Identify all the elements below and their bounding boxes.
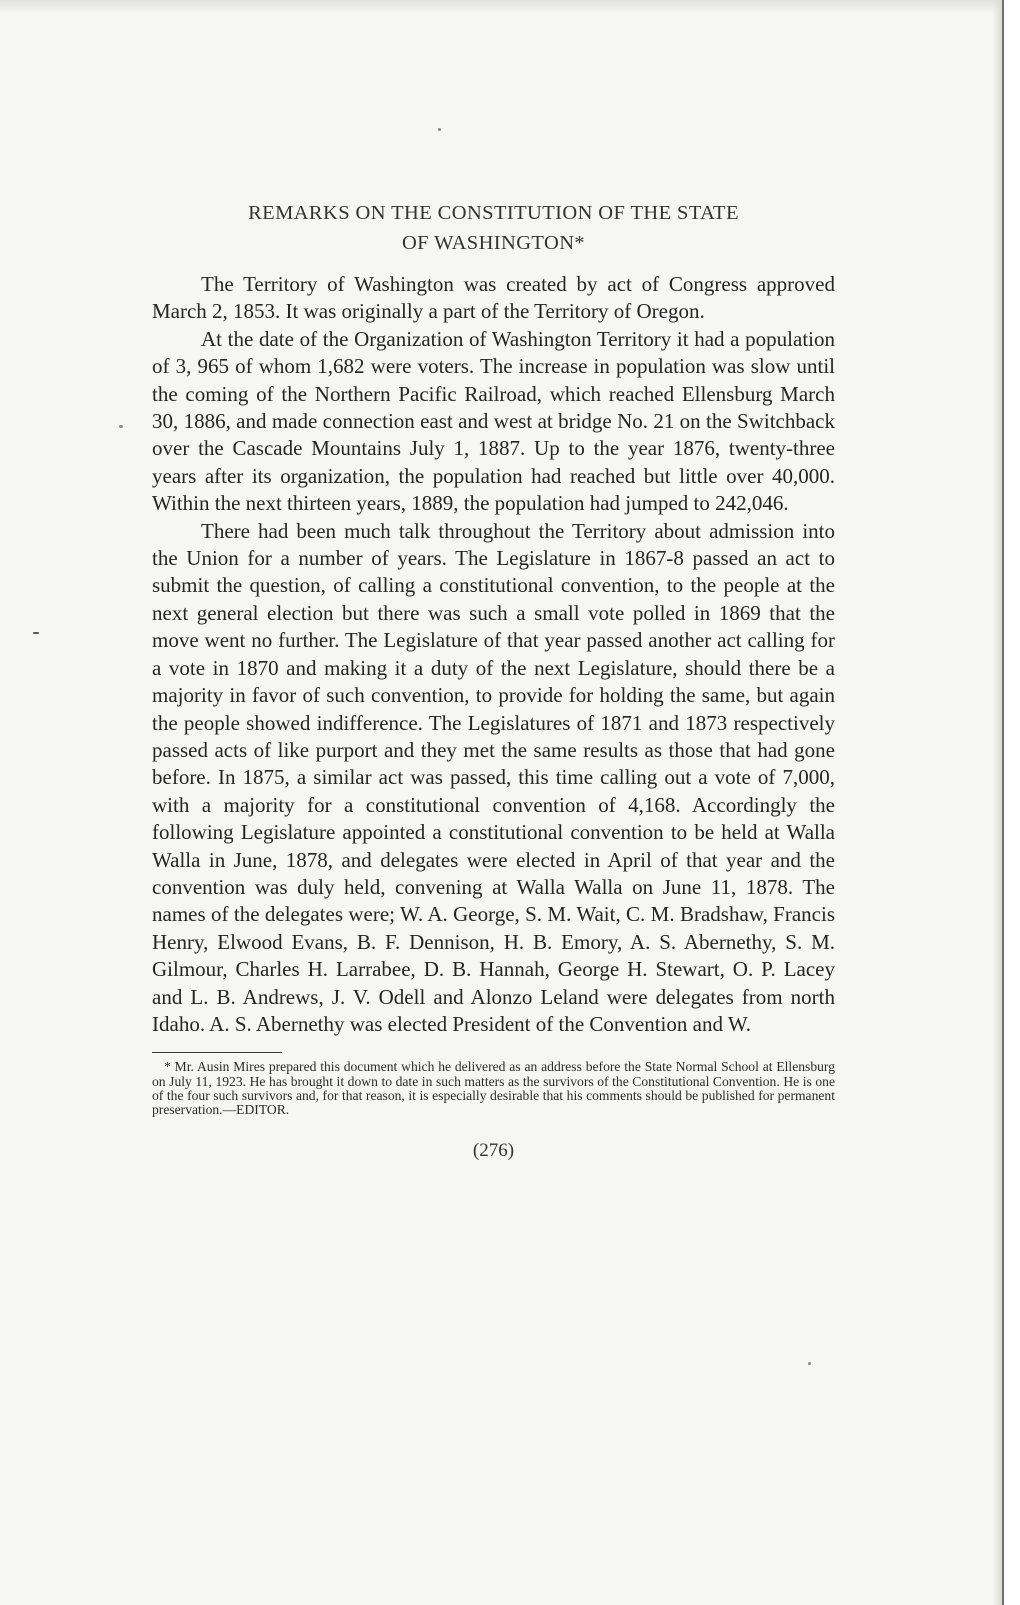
article-body (152, 271, 835, 1038)
page-top-shadow (0, 0, 1020, 14)
title-line-1: REMARKS ON THE CONSTITUTION OF THE STATE (248, 202, 739, 224)
scan-speck (438, 128, 441, 131)
scan-speck (808, 1362, 811, 1365)
page-right-edge (1002, 0, 1020, 1605)
article (152, 198, 835, 1162)
article-title (152, 198, 835, 258)
title-line-2: OF WASHINGTON* (401, 232, 586, 254)
scan-speck (33, 632, 39, 634)
paragraph: At the date of the Organization of Washington Territory it had a population of 3, 965 of whom 1,682 were voters. The increase in population was slow until the coming of the Northern Pacific Railroad, which reached Ellensburg March 30, 1886, and made connection east and west at bridge No. 21 on the Switchback over the Cascade Mountains July 1, 1887. Up to the year 1876, twenty-three years after its organization, the population had reached but little over 40,000. Within the next thirteen years, 1889, the population had jumped to 242,046. (152, 326, 835, 516)
paragraph: There had been much talk throughout the Territory about admission into the Union for a number of years. The Legislature in 1867-8 passed an act to submit the question, of calling a constitutional convention, to the people at the next general election but there was such a small vote polled in 1869 that the move went no further. The Legislature of that year passed another act calling for a vote in 1870 and making it a duty of the next Legislature, should there be a majority in favor of such convention, to provide for holding the same, but again the people showed indifference. The Legislatures of 1871 and 1873 respectively passed acts of like purport and they met the same results as those that had gone before. In 1875, a similar act was passed, this time calling out a vote of 7,000, with a majority for a constitutional convention of 4,168. Accordingly the following Legislature appointed a constitutional convention to be held at Walla Walla in June, 1878, and delegates were elected in April of that year and the convention was duly held, convening at Walla Walla on June 11, 1878. The names of the delegates were; W. A. George, S. M. Wait, C. M. Bradshaw, Francis Henry, Elwood Evans, B. F. Dennison, H. B. Emory, A. S. Abernethy, S. M. Gilmour, Charles H. Larrabee, D. B. Hannah, George H. Stewart, O. P. Lacey and L. B. Andrews, J. V. Odell and Alonzo Leland were delegates from north Idaho. A. S. Abernethy was elected President of the Convention and W. (152, 518, 835, 1036)
scan-speck (119, 425, 123, 428)
footnote: * Mr. Ausin Mires prepared this document which he delivered as an address before the State Normal School at Ellensburg on July 11, 1923. He has brought it down to date in such matters as the survivors of the Constitutional Convention. He is one of the four such survivors and, for that reason, it is especially desirable that his comments should be published for permanent preservation.—EDITOR. (152, 1059, 835, 1118)
footnote-divider (152, 1052, 282, 1053)
page-number: (276) (472, 1139, 515, 1161)
paragraph: The Territory of Washington was created by act of Congress approved March 2, 1853. It was originally a part of the Territory of Oregon. (152, 272, 835, 324)
